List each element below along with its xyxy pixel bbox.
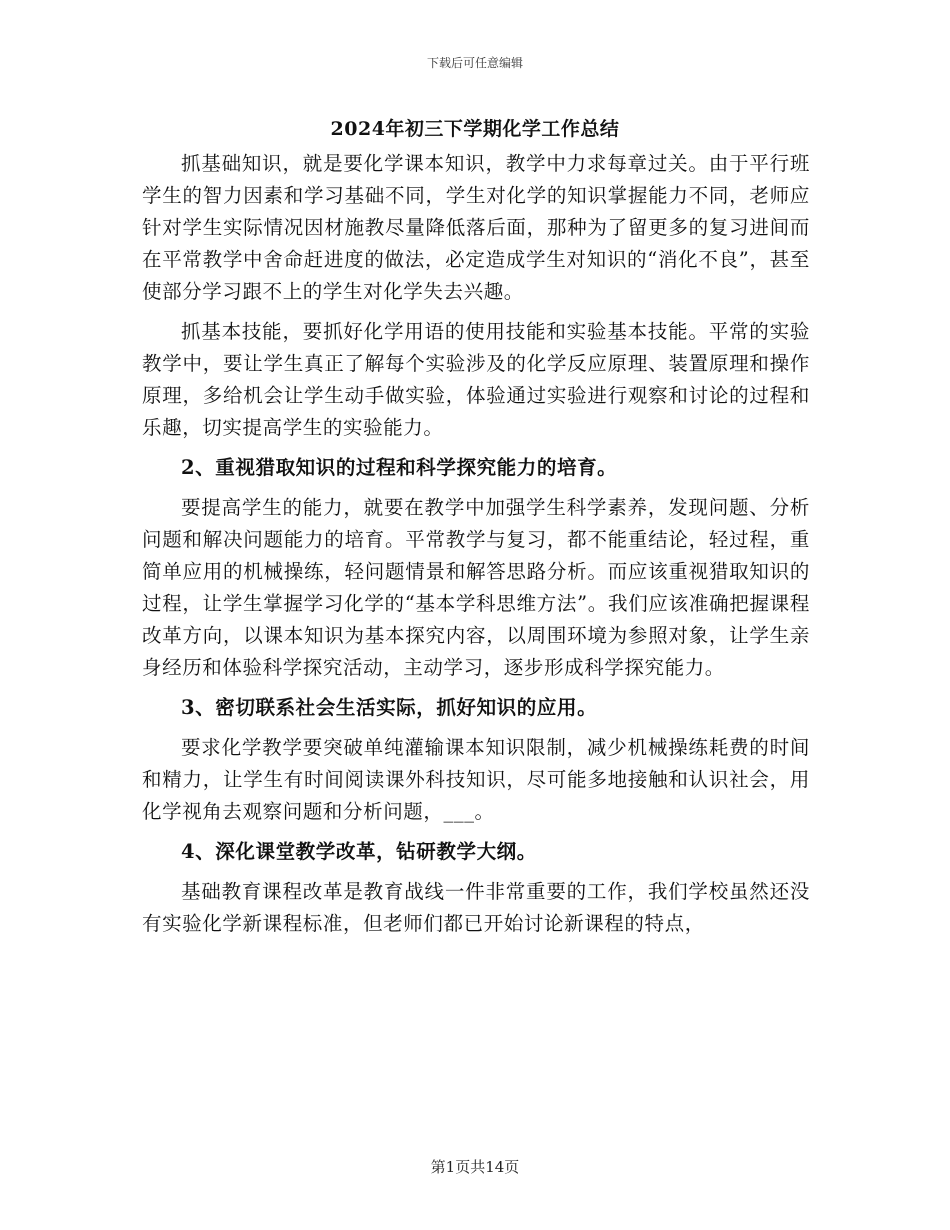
section-heading-3: 3、密切联系社会生活实际，抓好知识的应用。: [181, 696, 598, 719]
paragraph-basic-skills: 抓基本技能，要抓好化学用语的使用技能和实验基本技能。平常的实验教学中，要让学生真正了解每个实验涉及的化学反应原理、装置原理和操作原理，多给机会让学生动手做实验，体验通过实验进行观察和讨论的过程和乐趣，切实提高学生的实验能力。: [142, 320, 810, 439]
header-note: 下载后可任意编辑: [426, 56, 523, 70]
page-number-footer: 第1页共14页: [430, 1158, 520, 1176]
paragraph-application: 要求化学教学要突破单纯灌输课本知识限制，减少机械操练耗费的时间和精力，让学生有时间阅读课外科技知识，尽可能多地接触和认识社会，用化学视角去观察问题和分析问题，___。: [142, 736, 810, 823]
paragraph-inquiry-ability: 要提高学生的能力，就要在教学中加强学生科学素养，发现问题、分析问题和解决问题能力的培育。平常教学与复习，都不能重结论，轻过程，重简单应用的机械操练，轻问题情景和解答思路分析。而应该重视猎取知识的过程，让学生掌握学习化学的“基本学科思维方法”。我们应该准确把握课程改革方向，以课本知识为基本探究内容，以周围环境为参照对象，让学生亲身经历和体验科学探究活动，主动学习，逐步形成科学探究能力。: [142, 496, 810, 679]
paragraph-curriculum-reform: 基础教育课程改革是教育战线一件非常重要的工作，我们学校虽然还没有实验化学新课程标准，但老师们都已开始讨论新课程的特点，: [142, 880, 810, 935]
section-heading-4: 4、深化课堂教学改革，钻研教学大纲。: [181, 840, 537, 863]
paragraph-basic-knowledge: 抓基础知识，就是要化学课本知识，教学中力求每章过关。由于平行班学生的智力因素和学习基础不同，学生对化学的知识掌握能力不同，老师应针对学生实际情况因材施教尽量降低落后面，那种为了留更多的复习进间而在平常教学中舍命赶进度的做法，必定造成学生对知识的“消化不良”，甚至使部分学习跟不上的学生对化学失去兴趣。: [142, 152, 810, 303]
document-title: 2024年初三下学期化学工作总结: [330, 118, 620, 140]
section-heading-2: 2、重视猎取知识的过程和科学探究能力的培育。: [181, 456, 618, 479]
document-body: [142, 148, 810, 948]
